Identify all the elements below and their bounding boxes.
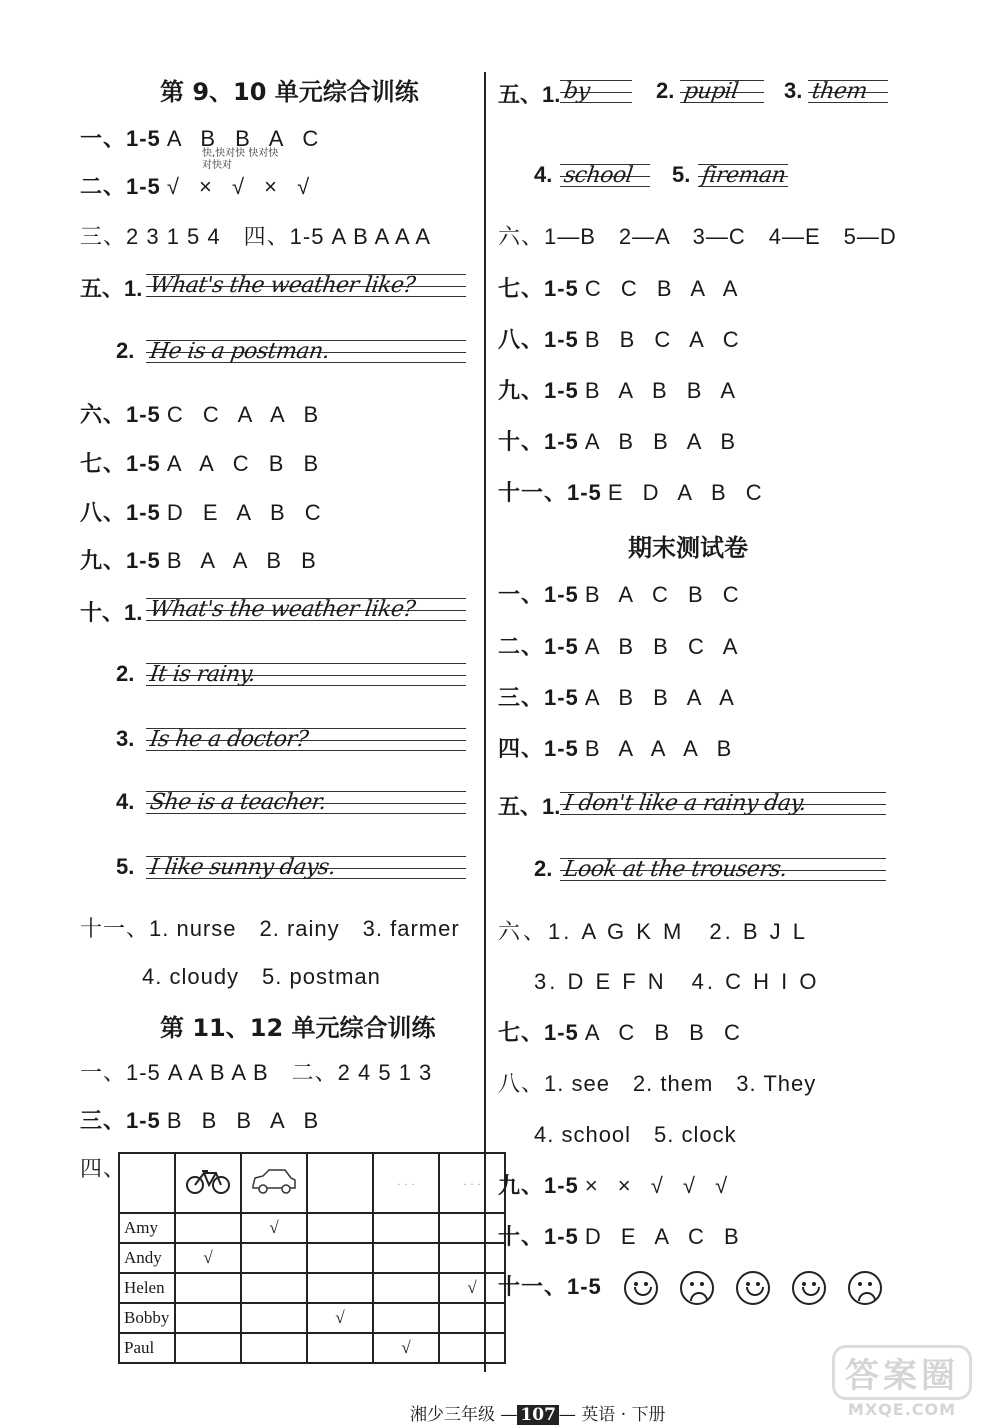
handwriting-line xyxy=(698,156,788,192)
answer-line-7 xyxy=(498,272,744,303)
handwritten-answer: fireman xyxy=(700,163,788,188)
item-label: 2. xyxy=(116,661,135,686)
handwritten-answer: school xyxy=(562,163,635,188)
item-label: 十一、1-5 xyxy=(498,480,602,505)
item-label: 五、1. xyxy=(498,82,561,107)
row-name: Andy xyxy=(119,1243,175,1273)
item-label: 5. xyxy=(116,854,135,879)
smiley-face-icon xyxy=(736,1271,770,1305)
handwritten-answer: What's the weather like? xyxy=(148,597,417,622)
answers: A B B A A xyxy=(584,685,741,710)
answers: B A B B A xyxy=(584,378,742,403)
handwriting-line xyxy=(146,848,466,884)
answer-line-s2-3 xyxy=(80,1104,325,1135)
answers: D E A C B xyxy=(584,1224,746,1249)
footer-grade: 湘少三年级 — xyxy=(410,1405,518,1425)
answer-line-11a: 十一、1. nurse 2. rainy 3. farmer xyxy=(80,916,460,941)
watermark-url: MXQE.COM xyxy=(847,1400,957,1419)
item-label: 二、1-5 xyxy=(80,174,161,199)
answers: B A A B B xyxy=(166,548,323,573)
table-row xyxy=(119,1243,505,1273)
item-label: 三、1-5 xyxy=(498,685,579,710)
handwritten-answer: What's the weather like? xyxy=(148,273,417,298)
answer-line-s2-1-2: 一、1-5 A A B A B 二、2 4 5 1 3 xyxy=(80,1060,433,1085)
item-label: 2. xyxy=(116,338,135,363)
item-label: 一、1-5 xyxy=(80,126,161,151)
handwritten-answer: Look at the trousers. xyxy=(562,857,789,882)
answers: C C B A A xyxy=(584,276,745,301)
faces-group xyxy=(624,1275,904,1300)
item-label: 七、1-5 xyxy=(80,451,161,476)
item-label: 九、1-5 xyxy=(498,378,579,403)
answers: D E A B C xyxy=(166,500,328,525)
item-label: 3. xyxy=(784,78,803,103)
item-label: 3. xyxy=(116,726,135,751)
handwritten-answer: Is he a doctor? xyxy=(148,727,310,752)
answer-line-2 xyxy=(80,170,316,201)
answers: B B B A B xyxy=(166,1108,326,1133)
final-line-6a: 六、1. A G K M 2. B J L xyxy=(498,919,808,944)
car-icon xyxy=(241,1153,307,1213)
handwriting-line xyxy=(560,156,650,192)
answer-line-8 xyxy=(80,496,328,527)
item-label: 七、1-5 xyxy=(498,276,579,301)
answer-line-6 xyxy=(80,398,325,429)
final-line-8a: 八、1. see 2. them 3. They xyxy=(498,1071,817,1096)
handwriting-line xyxy=(808,72,888,108)
answers: B B C A C xyxy=(584,327,746,352)
handwriting-line xyxy=(680,72,764,108)
answers: A A C B B xyxy=(166,451,326,476)
check-mark: √ xyxy=(439,1273,505,1303)
item-label: 六、1-5 xyxy=(80,402,161,427)
handwriting-line xyxy=(146,590,466,626)
answers: C C A A B xyxy=(166,402,326,427)
row-name: Paul xyxy=(119,1333,175,1363)
bicycle-icon xyxy=(175,1153,241,1213)
item-label: 二、1-5 xyxy=(498,634,579,659)
faint-picture: · · · xyxy=(373,1153,439,1213)
row-name: Helen xyxy=(119,1273,175,1303)
table-row xyxy=(119,1273,505,1303)
handwritten-answer: I like sunny days. xyxy=(148,855,337,880)
watermark-text: 答案圈 xyxy=(832,1345,972,1400)
item-label: 五、1. xyxy=(80,276,143,301)
smiley-face-icon xyxy=(792,1271,826,1305)
check-mark: √ xyxy=(307,1303,373,1333)
handwriting-line xyxy=(146,266,466,302)
check-mark: √ xyxy=(241,1213,307,1243)
check-mark: √ xyxy=(373,1333,439,1363)
item-label: 八、1-5 xyxy=(80,500,161,525)
handwritten-answer: pupil xyxy=(682,79,740,104)
sad-face-icon xyxy=(848,1271,882,1305)
handwriting-line xyxy=(146,720,466,756)
vehicle-matching-table xyxy=(118,1152,506,1364)
handwriting-line xyxy=(560,784,886,820)
answers: E D A B C xyxy=(607,480,769,505)
final-line-3 xyxy=(498,681,741,712)
blank-picture xyxy=(307,1153,373,1213)
handwriting-line xyxy=(146,783,466,819)
faint-picture: · · · xyxy=(439,1153,505,1213)
final-line-1 xyxy=(498,578,746,609)
item-label: 十、1-5 xyxy=(498,429,579,454)
sad-face-icon xyxy=(680,1271,714,1305)
watermark-logo xyxy=(832,1345,972,1419)
item-label: 2. xyxy=(534,856,553,881)
answers: B A C B C xyxy=(584,582,746,607)
footer-subject: — 英语 · 下册 xyxy=(558,1405,666,1425)
final-line-7 xyxy=(498,1016,747,1047)
table-header-row xyxy=(119,1153,505,1213)
section-title-final-test: 期末测试卷 xyxy=(628,534,748,562)
item-label: 八、1-5 xyxy=(498,327,579,352)
handwriting-line xyxy=(560,850,886,886)
item-label: 十一、1-5 xyxy=(498,1274,602,1299)
item-label: 十、1-5 xyxy=(498,1224,579,1249)
answers: A C B B C xyxy=(584,1020,747,1045)
table-row xyxy=(119,1333,505,1363)
handwritten-answer: them xyxy=(810,79,869,104)
section-title-units-9-10: 第 9、10 单元综合训练 xyxy=(160,78,419,106)
check-mark: √ xyxy=(175,1243,241,1273)
answer-line-10 xyxy=(498,425,742,456)
table-row xyxy=(119,1303,505,1333)
row-name: Amy xyxy=(119,1213,175,1243)
answer-line-11b: 4. cloudy 5. postman xyxy=(142,964,381,989)
item-label: 九、1-5 xyxy=(80,548,161,573)
answer-line-6: 六、1—B 2—A 3—C 4—E 5—D xyxy=(498,224,897,249)
final-line-8b: 4. school 5. clock xyxy=(534,1122,737,1147)
item-label: 七、1-5 xyxy=(498,1020,579,1045)
answers: A B B C A xyxy=(584,634,745,659)
section-title-units-11-12: 第 11、12 单元综合训练 xyxy=(160,1014,436,1042)
item-label: 4. xyxy=(116,789,135,814)
item-label: 三、1-5 xyxy=(80,1108,161,1133)
item-label-si: 四、 xyxy=(80,1157,127,1182)
page-footer xyxy=(410,1400,666,1425)
final-line-11 xyxy=(498,1270,904,1305)
handwritten-answer: by xyxy=(562,79,592,104)
answers: A B B A C xyxy=(166,126,326,151)
item-label: 五、1. xyxy=(498,794,561,819)
handwritten-answer: It is rainy. xyxy=(148,662,257,687)
answers: √ × √ × √ xyxy=(166,174,317,199)
final-line-2 xyxy=(498,630,744,661)
handwritten-answer: He is a postman. xyxy=(148,339,331,364)
answer-line-11 xyxy=(498,476,769,507)
handwriting-line xyxy=(146,655,466,691)
final-line-4 xyxy=(498,732,738,763)
item-label: 九、1-5 xyxy=(498,1173,579,1198)
answers: × × √ √ √ xyxy=(584,1173,735,1198)
item-label: 5. xyxy=(672,162,691,187)
handwriting-line xyxy=(560,72,632,108)
answers: B A A A B xyxy=(584,736,739,761)
page-number: 107 xyxy=(517,1405,559,1425)
final-line-6b: 3. D E F N 4. C H I O xyxy=(534,969,820,994)
smiley-face-icon xyxy=(624,1271,658,1305)
handwritten-answer: She is a teacher. xyxy=(148,790,328,815)
answer-line-3-4: 三、2 3 1 5 4 四、1-5 A B A A A xyxy=(80,224,432,249)
item-label: 一、1-5 xyxy=(498,582,579,607)
answer-line-7 xyxy=(80,447,325,478)
item-label: 十、1. xyxy=(80,600,143,625)
answer-line-9 xyxy=(80,544,323,575)
answer-line-8 xyxy=(498,323,746,354)
item-label: 4. xyxy=(534,162,553,187)
row-name: Bobby xyxy=(119,1303,175,1333)
answers: A B B A B xyxy=(584,429,742,454)
item-label: 2. xyxy=(656,78,675,103)
header-blank xyxy=(119,1153,175,1213)
handwriting-line xyxy=(146,332,466,368)
final-line-9 xyxy=(498,1169,734,1200)
answer-line-9 xyxy=(498,374,742,405)
final-line-10 xyxy=(498,1220,746,1251)
table-row xyxy=(119,1213,505,1243)
handwritten-note: 快,快对快 快对快对快对 xyxy=(202,148,279,171)
handwritten-answer: I don't like a rainy day. xyxy=(562,791,808,816)
item-label: 四、1-5 xyxy=(498,736,579,761)
